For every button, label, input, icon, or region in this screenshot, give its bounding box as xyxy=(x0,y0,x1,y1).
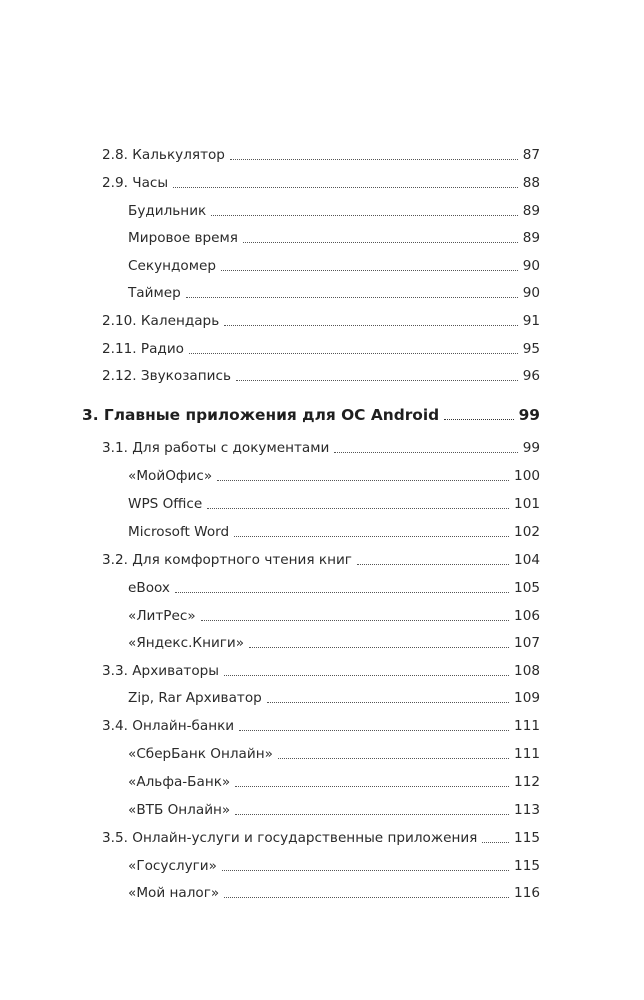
toc-section xyxy=(102,547,540,569)
dot-leader xyxy=(239,730,509,731)
toc-entry-title: WPS Office xyxy=(128,496,203,512)
toc-page-number: 111 xyxy=(514,718,540,734)
dot-leader xyxy=(235,814,509,815)
toc-entry-title: 2.8. Калькулятор xyxy=(102,147,225,163)
dot-leader xyxy=(224,897,509,898)
dot-leader xyxy=(217,480,509,481)
toc-entry-title: Будильник xyxy=(128,203,207,219)
toc-subsection xyxy=(128,253,540,275)
toc-section xyxy=(102,435,540,457)
toc-page-number: 115 xyxy=(514,858,540,874)
dot-leader xyxy=(222,870,509,871)
dot-leader xyxy=(267,702,509,703)
toc-subsection xyxy=(128,280,540,302)
toc-page-number: 107 xyxy=(514,635,540,651)
toc-entry-title: «ВТБ Онлайн» xyxy=(128,802,231,818)
dot-leader xyxy=(211,215,517,216)
toc-page-number: 102 xyxy=(514,524,540,540)
toc-entry-title: 3.3. Архиваторы xyxy=(102,663,220,679)
toc-subsection xyxy=(128,741,540,763)
toc-section xyxy=(102,170,540,192)
dot-leader xyxy=(189,353,518,354)
dot-leader xyxy=(278,758,509,759)
toc-page-number: 111 xyxy=(514,746,540,762)
toc-entry-title: Мировое время xyxy=(128,230,238,246)
toc-entry-title: 2.11. Радио xyxy=(102,341,184,357)
dot-leader xyxy=(201,620,509,621)
toc-entry-title: Zip, Rar Архиватор xyxy=(128,690,262,706)
toc-section xyxy=(102,142,540,164)
toc-section xyxy=(102,363,540,385)
toc-section xyxy=(102,825,540,847)
toc-page-number: 99 xyxy=(518,406,540,424)
toc-page-number: 88 xyxy=(522,175,540,191)
toc-page-number: 99 xyxy=(522,440,540,456)
toc-page-number: 96 xyxy=(522,368,540,384)
dot-leader xyxy=(444,419,513,420)
toc-subsection xyxy=(128,769,540,791)
dot-leader xyxy=(236,380,518,381)
toc-entry-title: 3.5. Онлайн-услуги и государственные приложения xyxy=(102,830,478,846)
toc-page-number: 104 xyxy=(514,552,540,568)
dot-leader xyxy=(357,564,509,565)
dot-leader xyxy=(221,270,518,271)
toc-page-number: 115 xyxy=(514,830,540,846)
dot-leader xyxy=(224,675,509,676)
toc-page-number: 90 xyxy=(522,285,540,301)
toc-section xyxy=(102,308,540,330)
dot-leader xyxy=(186,297,518,298)
toc-section xyxy=(102,658,540,680)
toc-subsection xyxy=(128,853,540,875)
toc-page-number: 89 xyxy=(522,203,540,219)
toc-page-number: 116 xyxy=(514,885,540,901)
dot-leader xyxy=(175,592,509,593)
toc-subsection xyxy=(128,797,540,819)
toc-page-number: 89 xyxy=(522,230,540,246)
toc-entry-title: 3.1. Для работы с документами xyxy=(102,440,330,456)
toc-entry-title: «Яндекс.Книги» xyxy=(128,635,245,651)
toc-page-number: 105 xyxy=(514,580,540,596)
toc-subsection xyxy=(128,630,540,652)
dot-leader xyxy=(173,187,518,188)
toc-page-number: 95 xyxy=(522,341,540,357)
dot-leader xyxy=(334,452,517,453)
toc-subsection xyxy=(128,519,540,541)
toc-entry-title: «СберБанк Онлайн» xyxy=(128,746,273,762)
toc-page-number: 108 xyxy=(514,663,540,679)
dot-leader xyxy=(234,536,509,537)
toc-subsection xyxy=(128,225,540,247)
toc-entry-title: «Альфа-Банк» xyxy=(128,774,231,790)
toc-page-number: 101 xyxy=(514,496,540,512)
toc-section xyxy=(102,336,540,358)
dot-leader xyxy=(230,159,518,160)
dot-leader xyxy=(207,508,509,509)
toc-entry-title: «ЛитРес» xyxy=(128,608,196,624)
toc-subsection xyxy=(128,575,540,597)
toc-page-number: 109 xyxy=(514,690,540,706)
toc-entry-title: «Мой налог» xyxy=(128,885,220,901)
toc-entry-title: 3.2. Для комфортного чтения книг xyxy=(102,552,352,568)
toc-page-number: 87 xyxy=(522,147,540,163)
toc-entry-title: Таймер xyxy=(128,285,181,301)
toc-entry-title: «МойОфис» xyxy=(128,468,213,484)
toc-chapter xyxy=(82,402,540,424)
toc-entry-title: 2.12. Звукозапись xyxy=(102,368,231,384)
dot-leader xyxy=(243,242,518,243)
toc-subsection xyxy=(128,685,540,707)
toc-page-number: 112 xyxy=(514,774,540,790)
toc-page-number: 100 xyxy=(514,468,540,484)
dot-leader xyxy=(482,842,509,843)
toc-subsection xyxy=(128,198,540,220)
toc-page-number: 90 xyxy=(522,258,540,274)
toc-page-number: 106 xyxy=(514,608,540,624)
dot-leader xyxy=(235,786,509,787)
toc-entry-title: «Госуслуги» xyxy=(128,858,217,874)
toc-subsection xyxy=(128,491,540,513)
toc-subsection xyxy=(128,603,540,625)
dot-leader xyxy=(249,647,509,648)
toc-entry-title: 3.4. Онлайн-банки xyxy=(102,718,235,734)
toc-entry-title: Microsoft Word xyxy=(128,524,230,540)
toc-entry-title: Секундомер xyxy=(128,258,216,274)
toc-page-number: 113 xyxy=(514,802,540,818)
toc-section xyxy=(102,713,540,735)
toc-entry-title: 2.10. Календарь xyxy=(102,313,220,329)
toc-page-number: 91 xyxy=(522,313,540,329)
toc-entry-title: 2.9. Часы xyxy=(102,175,169,191)
toc-entry-title: eBoox xyxy=(128,580,170,596)
dot-leader xyxy=(224,325,517,326)
toc-subsection xyxy=(128,880,540,902)
toc-subsection xyxy=(128,463,540,485)
toc-entry-title: 3. Главные приложения для ОС Android xyxy=(82,406,440,424)
